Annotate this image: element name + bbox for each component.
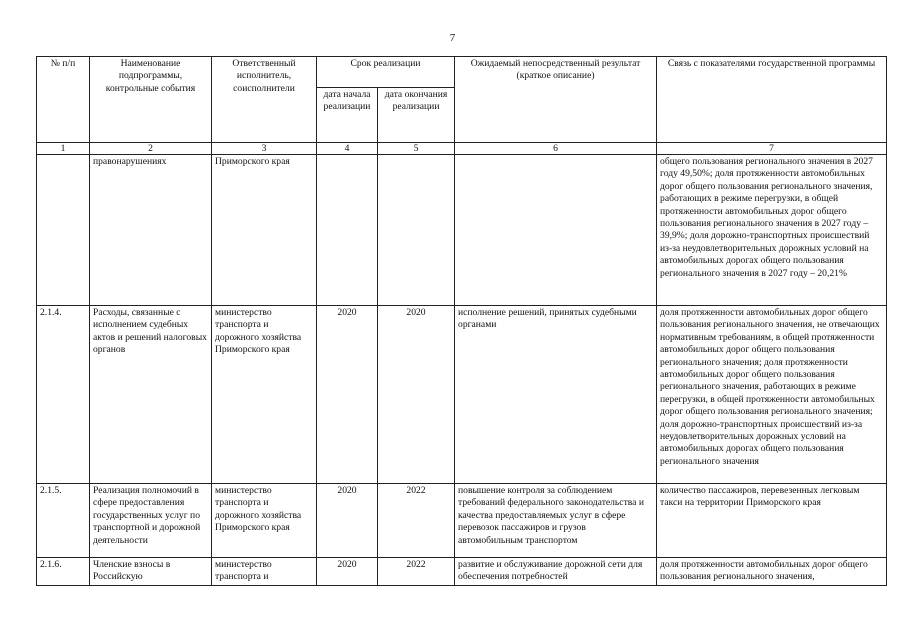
column-numbers-row — [37, 143, 887, 155]
row-name: Членские взносы в Российскую — [90, 558, 212, 586]
row-end: 2022 — [378, 558, 455, 586]
column-number: 1 — [37, 143, 90, 155]
row-link: доля протяженности автомобильных дорог общего пользования регионального значения, — [657, 558, 887, 586]
table-row — [37, 306, 887, 484]
page-number: 7 — [449, 32, 456, 44]
column-number: 4 — [317, 143, 378, 155]
row-link: доля протяженности автомобильных дорог общего пользования регионального значения, не отвечающих нормативным требованиям, в общей протяженности автомобильных дорог общего пользования регионального значения; доля протяженности автомобильных дорог общего пользования регионального значения, работающих в режиме перегрузки, в общей протяженности автомобильных дорог общего пользования регионального значения; доля дорожно-транспортных происшествий из-за неудовлетворительных дорожных условий на автомобильных дорогах общего пользования регионального значения — [657, 306, 887, 484]
row-link: количество пассажиров, перевезенных легковым такси на территории Приморского края — [657, 484, 887, 558]
header-start: дата начала реализации — [317, 88, 378, 143]
row-link: общего пользования регионального значения в 2027 году 49,50%; доля протяженности автомобильных дорог общего пользования регионального значения, работающих в режиме перегрузки, в общей протяженности автомобильных дорог общего пользования регионального значения в 2027 году – 39,9%; доля дорожно-транспортных происшествий из-за неудовлетворительных дорожных условий на автомобильных дорогах общего пользования регионального значения в 2027 году – 20,21% — [657, 155, 887, 306]
row-end: 2022 — [378, 484, 455, 558]
row-num: 2.1.4. — [37, 306, 90, 484]
table-row — [37, 558, 887, 586]
row-result — [455, 155, 657, 306]
row-result: развитие и обслуживание дорожной сети для обеспечения потребностей — [455, 558, 657, 586]
row-name: Расходы, связанные с исполнением судебных актов и решений налоговых органов — [90, 306, 212, 484]
row-executor: министерство транспорта и дорожного хозяйства Приморского края — [212, 306, 317, 484]
row-name: Реализация полномочий в сфере предоставления государственных услуг по транспортной и дорожной деятельности — [90, 484, 212, 558]
header-name: Наименование подпрограммы, контрольные события — [90, 57, 212, 143]
column-number: 3 — [212, 143, 317, 155]
table-row — [37, 484, 887, 558]
column-number: 2 — [90, 143, 212, 155]
table-body — [37, 155, 887, 586]
row-num — [37, 155, 90, 306]
header-result: Ожидаемый непосредственный результат (краткое описание) — [455, 57, 657, 143]
row-end: 2020 — [378, 306, 455, 484]
header-period: Срок реализации — [317, 57, 455, 88]
row-result: повышение контроля за соблюдением требований федерального законодательства и качества предоставляемых услуг в сфере перевозок пассажиров и грузов автомобильным транспортом — [455, 484, 657, 558]
row-start — [317, 155, 378, 306]
column-number: 6 — [455, 143, 657, 155]
row-start: 2020 — [317, 484, 378, 558]
row-executor: министерство транспорта и дорожного хозяйства Приморского края — [212, 484, 317, 558]
row-start: 2020 — [317, 558, 378, 586]
header-executor: Ответственный исполнитель, соисполнители — [212, 57, 317, 143]
row-start: 2020 — [317, 306, 378, 484]
row-executor: Приморского края — [212, 155, 317, 306]
row-executor: министерство транспорта и — [212, 558, 317, 586]
header-link: Связь с показателями государственной программы — [657, 57, 887, 143]
table-header — [37, 57, 887, 155]
header-num: № п/п — [37, 57, 90, 143]
column-number: 7 — [657, 143, 887, 155]
row-end — [378, 155, 455, 306]
column-number: 5 — [378, 143, 455, 155]
row-num: 2.1.5. — [37, 484, 90, 558]
header-end: дата окончания реализации — [378, 88, 455, 143]
row-result: исполнение решений, принятых судебными органами — [455, 306, 657, 484]
row-name: правонарушениях — [90, 155, 212, 306]
program-table — [36, 56, 887, 586]
row-num: 2.1.6. — [37, 558, 90, 586]
table-row — [37, 155, 887, 306]
